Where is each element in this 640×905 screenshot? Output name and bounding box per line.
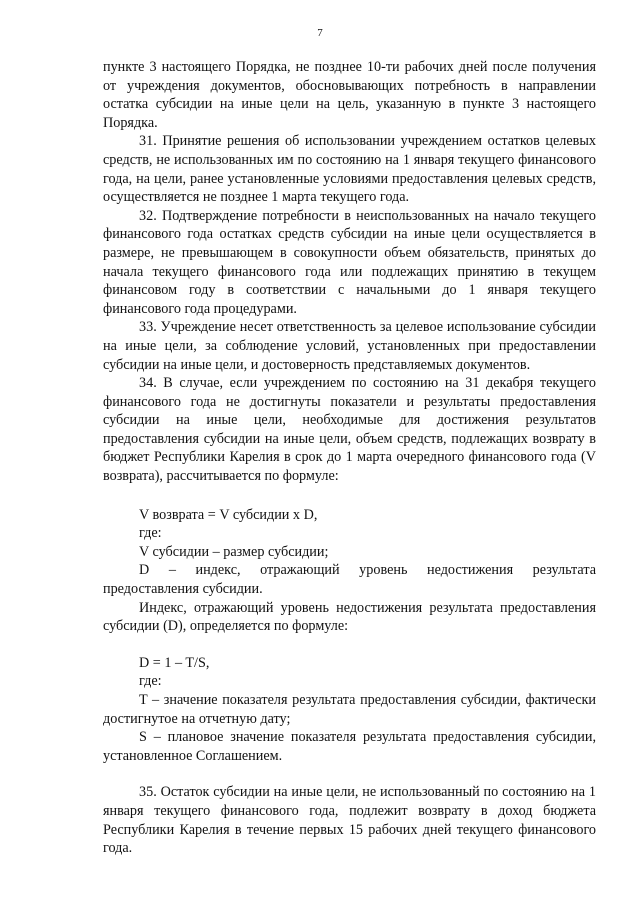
- spacer: [103, 486, 596, 506]
- spacer: [103, 636, 596, 654]
- paragraph-32: 32. Подтверждение потребности в неиспользованных на начало текущего финансового года остатках средств субсидии на иные цели осуществляется в размере, не превышающем в совокупности объем обязательств, принятых до начала текущего финансового года или подлежащих принятию в текущем финансовом году в соответствии с начальными до 1 января текущего финансового года процедурами.: [103, 207, 596, 317]
- index-formula-intro: Индекс, отражающий уровень недостижения результата предоставления субсидии (D), определяется по формуле:: [103, 599, 596, 635]
- document-body: [103, 58, 596, 858]
- paragraph-31: 31. Принятие решения об использовании учреждением остатков целевых средств, не использованных им по состоянию на 1 января текущего финансового года, на цели, ранее установленные условиями предоставления целевых средств, осуществляется не позднее 1 марта текущего года.: [103, 133, 596, 206]
- paragraph-34: 34. В случае, если учреждением по состоянию на 31 декабря текущего финансового года не достигнуты показатели и результаты предоставления субсидии на иные цели, необходимые для достижения результатов предоставления субсидии на иные цели, объем средств, подлежащих возврату в бюджет Республики Карелия в срок до 1 марта очередного финансового года (V возврата), рассчитывается по формуле:: [103, 375, 596, 485]
- paragraph-continuation: пункте 3 настоящего Порядка, не позднее 10-ти рабочих дней после получения от учреждения документов, обосновывающих потребность в направлении остатка субсидии на иные цели на цель, указанную в пункте 3 настоящего Порядка.: [103, 59, 596, 131]
- page-number: 7: [317, 27, 323, 39]
- spacer: [103, 765, 596, 783]
- definition-v-subsidy: V субсидии – размер субсидии;: [139, 543, 329, 560]
- definition-d-index: D – индекс, отражающий уровень недостижения результата предоставления субсидии.: [103, 562, 596, 598]
- formula-d-index: D = 1 – T/S,: [139, 654, 210, 671]
- definition-s-value: S – плановое значение показателя результата предоставления субсидии, установленное Соглашением.: [103, 729, 596, 764]
- formula-where-label-2: где:: [139, 673, 162, 690]
- paragraph-33: 33. Учреждение несет ответственность за целевое использование субсидии на иные цели, за соблюдение условий, установленных при предоставлении субсидии на иные цели, и достоверность представляемых документов.: [103, 319, 596, 373]
- formula-where-label: где:: [139, 525, 162, 542]
- paragraph-35: 35. Остаток субсидии на иные цели, не использованный по состоянию на 1 января текущего финансового года, подлежит возврату в доход бюджета Республики Карелия в течение первых 15 рабочих дней текущего финансового года.: [103, 784, 596, 857]
- definition-t-value: T – значение показателя результата предоставления субсидии, фактически достигнутое на отчетную дату;: [103, 692, 596, 727]
- formula-v-return: V возврата = V субсидии x D,: [139, 506, 318, 523]
